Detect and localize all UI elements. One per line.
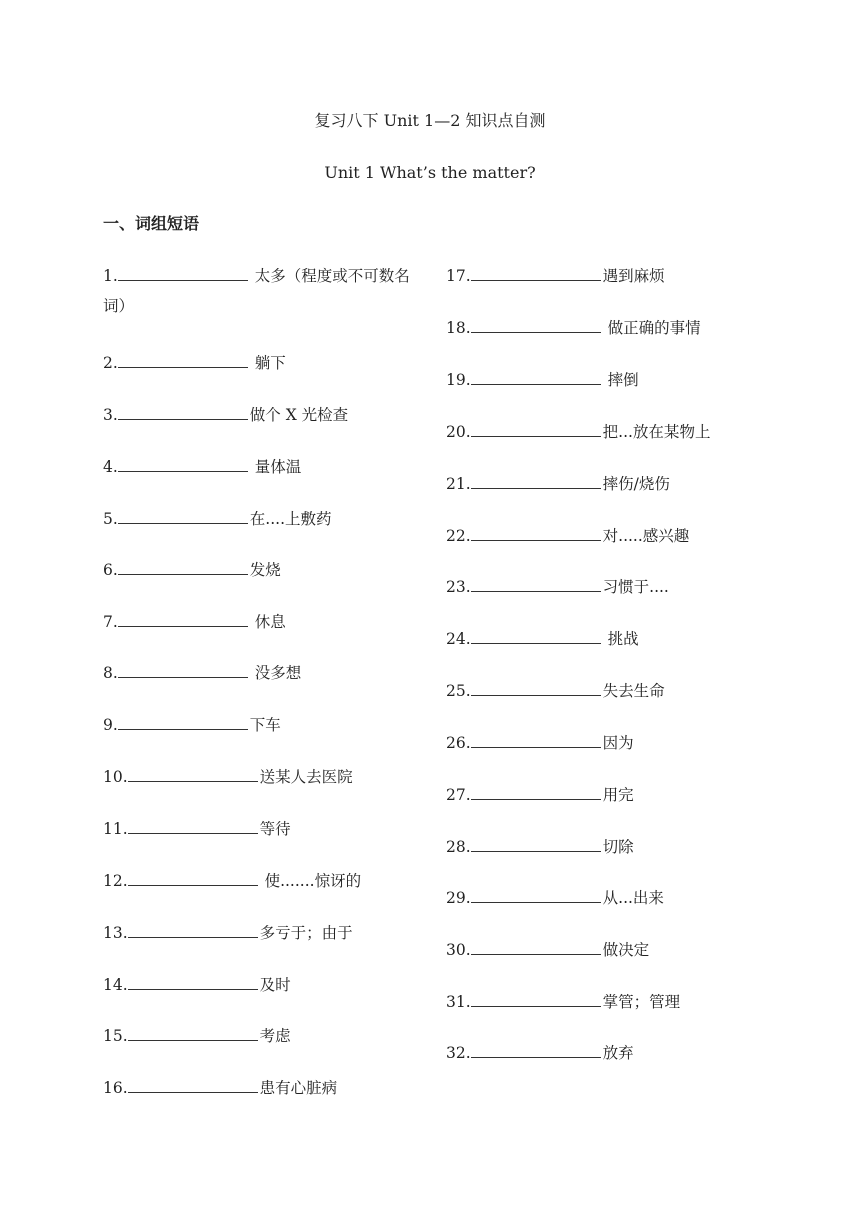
item-meaning: 把...放在某物上 (602, 423, 711, 441)
phrase-item (446, 369, 639, 391)
item-number: 3. (103, 406, 118, 424)
phrase-item (446, 421, 710, 443)
item-meaning: 挑战 (602, 630, 639, 648)
answer-blank[interactable] (471, 681, 601, 696)
answer-blank[interactable] (128, 871, 258, 886)
answer-blank[interactable] (471, 370, 601, 385)
answer-blank[interactable] (471, 785, 601, 800)
item-number: 28. (446, 838, 471, 856)
unit-subtitle: Unit 1 What’s the matter? (324, 163, 536, 182)
phrase-item (103, 352, 286, 374)
item-meaning: 摔伤/烧伤 (602, 475, 670, 493)
item-meaning: 做决定 (602, 941, 650, 959)
answer-blank[interactable] (471, 940, 601, 955)
phrase-item (446, 939, 649, 961)
item-number: 32. (446, 1044, 471, 1062)
item-number: 8. (103, 664, 118, 682)
item-meaning: 用完 (602, 786, 634, 804)
item-number: 4. (103, 458, 118, 476)
phrase-item (103, 714, 281, 736)
item-meaning: 休息 (249, 613, 286, 631)
phrase-item (103, 974, 291, 996)
item-meaning: 做正确的事情 (602, 319, 701, 337)
item-meaning: 习惯于.... (602, 578, 669, 596)
answer-blank[interactable] (118, 560, 248, 575)
item-number: 1. (103, 267, 118, 285)
phrase-item (446, 628, 639, 650)
answer-blank[interactable] (128, 1078, 258, 1093)
answer-blank[interactable] (118, 405, 248, 420)
item-number: 6. (103, 561, 118, 579)
item-number: 31. (446, 993, 471, 1011)
item-meaning: 躺下 (249, 354, 286, 372)
item-number: 29. (446, 889, 471, 907)
item-number: 24. (446, 630, 471, 648)
phrase-item (103, 766, 353, 788)
answer-blank[interactable] (118, 509, 248, 524)
answer-blank[interactable] (118, 612, 248, 627)
answer-blank[interactable] (128, 923, 258, 938)
phrase-item (446, 265, 665, 287)
answer-blank[interactable] (471, 577, 601, 592)
answer-blank[interactable] (118, 353, 248, 368)
item-number: 12. (103, 872, 128, 890)
phrase-item (446, 887, 664, 909)
item-meaning: 太多（程度或不可数名词） (103, 267, 410, 315)
phrase-item (103, 404, 348, 426)
phrase-item (103, 870, 361, 892)
item-number: 14. (103, 976, 128, 994)
item-meaning: 多亏于；由于 (259, 924, 353, 942)
item-number: 16. (103, 1079, 128, 1097)
answer-blank[interactable] (471, 526, 601, 541)
item-meaning: 做个 X 光检查 (249, 406, 349, 424)
phrase-item (446, 836, 634, 858)
answer-blank[interactable] (118, 663, 248, 678)
answer-blank[interactable] (471, 266, 601, 281)
item-number: 22. (446, 527, 471, 545)
phrase-item (103, 261, 423, 321)
item-meaning: 放弃 (602, 1044, 634, 1062)
item-meaning: 对.....感兴趣 (602, 527, 690, 545)
page-title: 复习八下 Unit 1—2 知识点自测 (314, 111, 546, 130)
answer-blank[interactable] (471, 888, 601, 903)
answer-blank[interactable] (471, 1043, 601, 1058)
item-meaning: 使.......惊讶的 (259, 872, 362, 890)
phrase-item (103, 611, 286, 633)
section-heading: 一、词组短语 (103, 214, 200, 233)
answer-blank[interactable] (118, 457, 248, 472)
phrase-item (103, 559, 281, 581)
item-number: 20. (446, 423, 471, 441)
answer-blank[interactable] (128, 975, 258, 990)
phrase-item (446, 784, 634, 806)
item-meaning: 没多想 (249, 664, 302, 682)
item-meaning: 考虑 (259, 1027, 291, 1045)
item-meaning: 送某人去医院 (259, 768, 353, 786)
item-number: 7. (103, 613, 118, 631)
item-number: 23. (446, 578, 471, 596)
item-number: 25. (446, 682, 471, 700)
item-number: 10. (103, 768, 128, 786)
item-meaning: 及时 (259, 976, 291, 994)
phrase-item (103, 818, 291, 840)
phrase-item (446, 473, 670, 495)
item-number: 18. (446, 319, 471, 337)
item-meaning: 患有心脏病 (259, 1079, 338, 1097)
item-number: 13. (103, 924, 128, 942)
answer-blank[interactable] (128, 767, 258, 782)
phrase-item (446, 732, 634, 754)
item-number: 17. (446, 267, 471, 285)
item-meaning: 因为 (602, 734, 634, 752)
phrase-item (446, 525, 689, 547)
item-meaning: 从...出来 (602, 889, 664, 907)
phrase-item (446, 1042, 634, 1064)
item-meaning: 在....上敷药 (249, 510, 332, 528)
answer-blank[interactable] (471, 837, 601, 852)
item-number: 9. (103, 716, 118, 734)
answer-blank[interactable] (128, 819, 258, 834)
answer-blank[interactable] (471, 422, 601, 437)
phrase-item (446, 680, 665, 702)
item-meaning: 遇到麻烦 (602, 267, 665, 285)
item-meaning: 摔倒 (602, 371, 639, 389)
item-number: 11. (103, 820, 128, 838)
answer-blank[interactable] (471, 474, 601, 489)
item-number: 27. (446, 786, 471, 804)
answer-blank[interactable] (118, 715, 248, 730)
answer-blank[interactable] (471, 733, 601, 748)
phrase-item (446, 317, 701, 339)
item-number: 21. (446, 475, 471, 493)
phrase-item (446, 576, 669, 598)
item-meaning: 量体温 (249, 458, 302, 476)
item-meaning: 掌管；管理 (602, 993, 681, 1011)
phrase-item (103, 922, 353, 944)
item-number: 2. (103, 354, 118, 372)
phrase-item (103, 508, 332, 530)
phrase-item (103, 1025, 291, 1047)
item-number: 26. (446, 734, 471, 752)
item-number: 30. (446, 941, 471, 959)
answer-blank[interactable] (471, 318, 601, 333)
phrase-item (103, 456, 301, 478)
answer-blank[interactable] (118, 266, 248, 281)
item-meaning: 失去生命 (602, 682, 665, 700)
answer-blank[interactable] (128, 1026, 258, 1041)
item-meaning: 等待 (259, 820, 291, 838)
answer-blank[interactable] (471, 992, 601, 1007)
item-number: 19. (446, 371, 471, 389)
item-meaning: 发烧 (249, 561, 281, 579)
item-number: 15. (103, 1027, 128, 1045)
item-number: 5. (103, 510, 118, 528)
phrase-item (103, 662, 301, 684)
phrase-item (103, 1077, 337, 1099)
item-meaning: 下车 (249, 716, 281, 734)
answer-blank[interactable] (471, 629, 601, 644)
item-meaning: 切除 (602, 838, 634, 856)
phrase-item (446, 991, 680, 1013)
